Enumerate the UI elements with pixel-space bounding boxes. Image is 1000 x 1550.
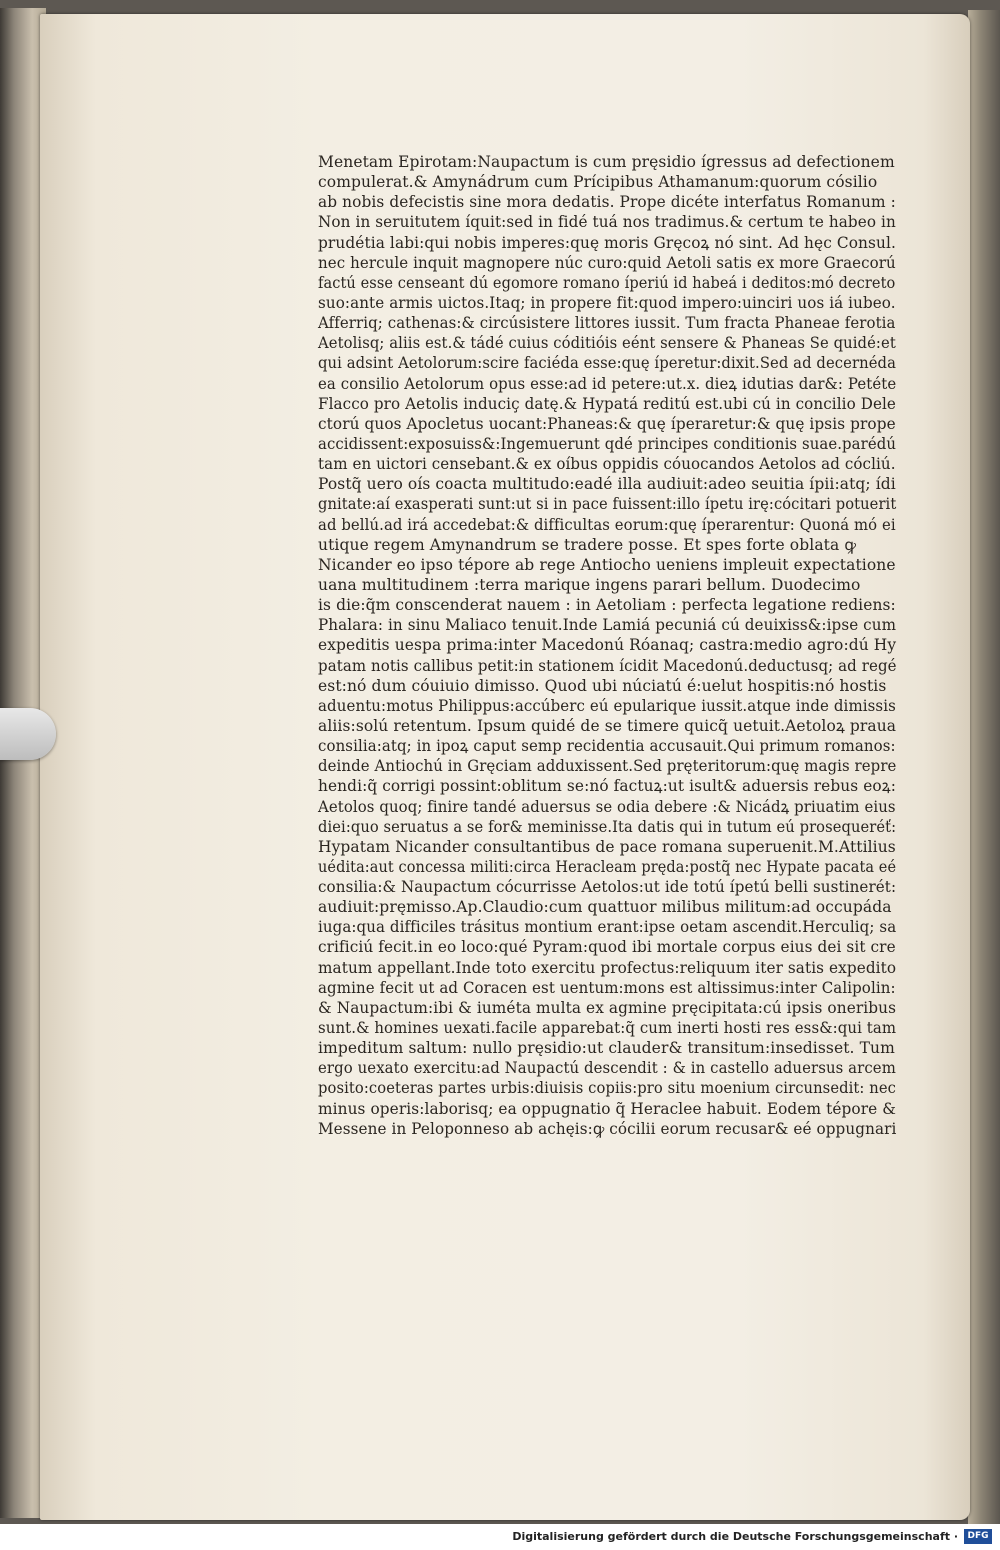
text-line: nec hercule inquit magnopere núc curo:quid Aetoli satis ex more Graecorú (318, 253, 896, 272)
text-line: tam en uictori censebant.& ex oíbus oppidis cóuocandos Aetolos ad cócliú. (318, 455, 896, 474)
text-line: ad bellú.ad irá accedebat:& difficultas eorum:quę íperarentur: Quoná mó ei (318, 515, 896, 534)
text-line: posito:coeteras partes urbis:diuisis copiis:pro situ moenium circunsedit: nec (318, 1079, 896, 1098)
text-line: ergo uexato exercitu:ad Naupactú descendit : & in castello aduersus arcem (318, 1059, 896, 1078)
text-line: uana multitudinem :terra marique ingens parari bellum. Duodecimo (318, 575, 861, 594)
text-line: Messene in Peloponneso ab achęis:ꝙ cócilii eorum recusar& eé oppugnari (318, 1119, 897, 1138)
text-line: audiuit:pręmisso.Ap.Claudio:cum quattuor milibus militum:ad occupáda (318, 898, 892, 917)
text-line: sunt.& homines uexati.facile apparebat:q̃ cum inerti hosti res ess&:qui tam (318, 1019, 897, 1038)
text-line: minus operis:laborisq; ea oppugnatio q̃ Heraclee habuit. Eodem tépore & (318, 1099, 896, 1118)
text-line: uédita:aut concessa militi:circa Heracleam pręda:postq̃ nec Hypate pacata eé (318, 857, 897, 876)
text-block (318, 152, 896, 1139)
footer-credit: Digitalisierung gefördert durch die Deutsche Forschungsgemeinschaft · (512, 1530, 958, 1543)
right-page-stack (968, 10, 1000, 1524)
text-line: ctorú quos Apocletus uocant:Phaneas:& quę íperaretur:& quę ipsis prope (318, 414, 896, 433)
text-line: impeditum saltum: nullo pręsidio:ut clauder& transitum:insedisset. Tum (318, 1039, 895, 1058)
text-line: ea consilio Aetolorum opus esse:ad id petere:ut.x. dieꝝ idutias dar&: Petéte (318, 374, 897, 393)
text-line: Phalara: in sinu Maliaco tenuit.Inde Lamiá pecuniá cú deuixiss&:ipse cum (318, 616, 897, 635)
text-line: prudétia labi:qui nobis imperes:quę moris Gręcoꝝ nó sint. Ad hęc Consul. (318, 233, 896, 252)
text-line: deinde Antiochú in Gręciam adduxissent.Sed pręteritorum:quę magis repre (318, 757, 897, 776)
text-line: consilia:& Naupactum cócurrisse Aetolos:ut ide totú ípetú belli sustinerét: (318, 878, 897, 897)
text-line: factú esse censeant dú egomore romano íperiú id habeá i deditos:mó decreto (318, 273, 896, 292)
text-line: agmine fecit ut ad Coracen est uentum:mons est altissimus:inter Calipolin: (318, 978, 896, 997)
text-line: aduentu:motus Philippus:accúberc eú epularique iussit.atque inde dimissis (318, 696, 896, 715)
text-line: aliis:solú retentum. Ipsum quidé de se timere quicq̃ uetuit.Aetoloꝝ praua (318, 716, 897, 735)
text-line: Aetolisq; aliis est.& tádé cuius códitióis eént sensere & Phaneas Se quidé:et (318, 334, 896, 353)
footer-bar (0, 1524, 1000, 1550)
text-line: crificiú fecit.in eo loco:qué Pyram:quod ibi mortale corpus eius dei sit cre (318, 938, 896, 957)
text-line: Aetolos quoq; finire tandé aduersus se odia debere :& Nicádꝝ priuatim eius (318, 797, 896, 816)
text-line: is die:q̃m conscenderat nauem : in Aetoliam : perfecta legatione rediens: (318, 596, 896, 615)
text-line: Postq̃ uero oís coacta multitudo:eadé illa audiuit:adeo seuitia ípii:atq; ídi (318, 475, 896, 494)
text-line: compulerat.& Amynádrum cum Prícipibus Athamanum:quorum cósilio (318, 173, 878, 192)
text-line: iuga:qua difficiles trásitus montium erant:ipse oetam ascendit.Herculiq; sa (318, 918, 897, 937)
text-line: diei:quo seruatus a se for& meminisse.Ita datis qui in tutum eú prosequeréť: (318, 817, 897, 836)
text-line: expeditis uespa prima:inter Macedonú Róanaq; castra:medio agro:dú Hy (318, 636, 897, 655)
text-line: accidissent:exposuiss&:Ingemuerunt qdé principes conditionis suae.parédú (318, 434, 896, 453)
text-line: qui adsint Aetolorum:scire faciéda esse:quę íperetur:dixit.Sed ad decernéda (318, 354, 896, 373)
text-line: matum appellant.Inde toto exercitu profectus:reliquum iter satis expedito (318, 958, 897, 977)
text-line: Menetam Epirotam:Naupactum is cum pręsidio ígressus ad defectionem (318, 153, 895, 171)
text-line: Hypatam Nicander consultantibus de pace romana superuenit.M.Attilius (318, 837, 896, 856)
text-line: Nicander eo ipso tépore ab rege Antiocho ueniens impleuit expectatione (318, 555, 896, 574)
page-clip (0, 708, 56, 760)
text-line: hendi:q̃ corrigi possint:oblitum se:nó factuꝝ:ut isult& aduersis rebus eoꝝ: (318, 777, 896, 796)
text-line: gnitate:aí exasperati sunt:ut si in pace fuissent:illo ípetu irę:cócitari potuerit (318, 495, 897, 514)
dfg-logo: DFG (964, 1529, 992, 1544)
text-line: Flacco pro Aetolis induciç datę.& Hypatá reditú est.ubi cú in concilio Dele (318, 394, 896, 413)
text-line: & Naupactum:ibi & iuméta multa ex agmine pręcipitata:cú ipsis oneribus (318, 998, 897, 1017)
text-line: Afferriq; cathenas:& circúsistere littores iussit. Tum fracta Phaneae ferotia (318, 314, 896, 333)
text-line: consilia:atq; in ipoꝝ caput semp recidentia accusauit.Qui primum romanos: (318, 737, 896, 756)
text-line: est:nó dum cóuiuio dimisso. Quod ubi núciatú é:uelut hospitis:nó hostis (318, 676, 887, 695)
text-line: utique regem Amynandrum se tradere posse. Et spes forte oblata ꝙ (318, 535, 857, 554)
text-line: suo:ante armis uictos.Itaq; in propere fit:quod impero:uinciri uos iá iubeo. (318, 293, 896, 312)
text-line: patam notis callibus petit:in stationem ícidit Macedonú.deductusq; ad regé (318, 656, 897, 675)
text-line: Non in seruitutem íquit:sed in fidé tuá nos tradimus.& certum te habeo in (318, 213, 896, 232)
text-line: ab nobis defecistis sine mora dedatis. Prope dicéte interfatus Romanum : (318, 193, 896, 212)
